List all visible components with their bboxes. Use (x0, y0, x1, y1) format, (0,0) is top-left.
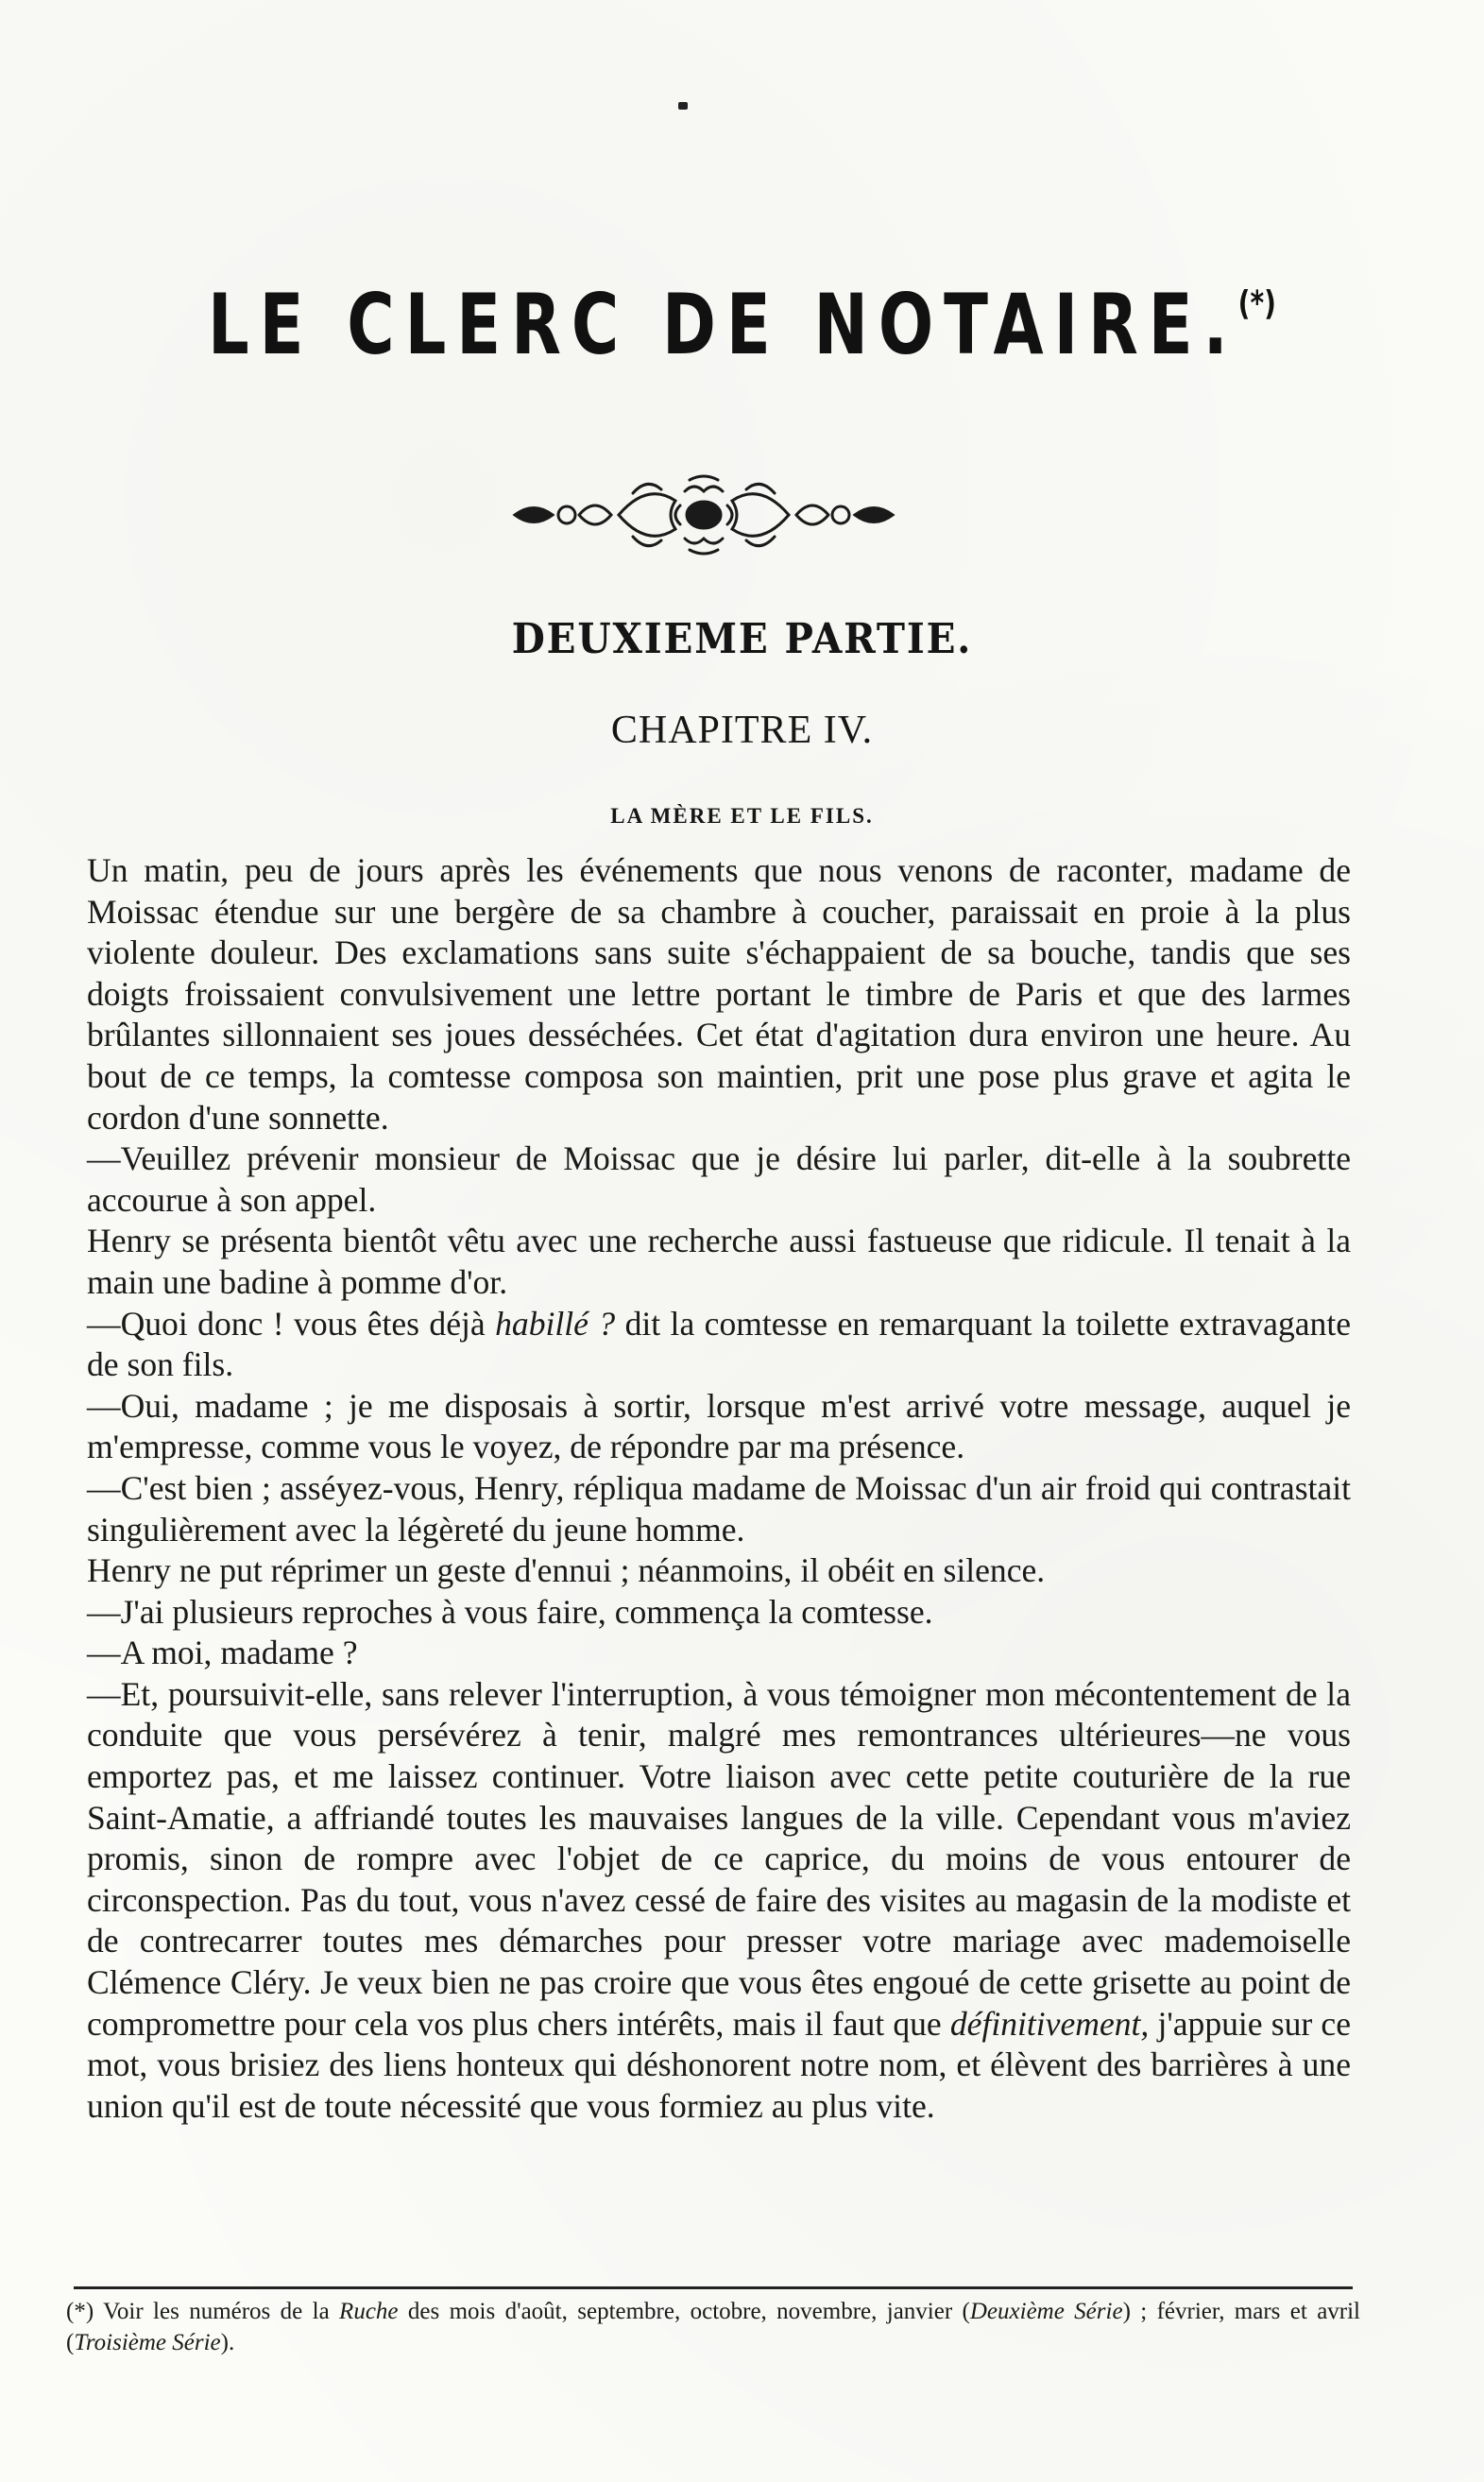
footnote-emphasis: Deuxième Série (969, 2299, 1123, 2324)
paragraph: —Veuillez prévenir monsieur de Moissac que je désire lui parler, dit-elle à la soubrette accourue à son appel. (87, 1139, 1351, 1219)
footnote-emphasis: Troisième Série (74, 2330, 221, 2355)
chapter-body (87, 850, 1351, 2127)
title-footnote-ref: (*) (1237, 284, 1276, 323)
paragraph-text: dit la comtesse en remarquant la toilette extravagante de son fils. (87, 1304, 1351, 1384)
chapter-subtitle: LA MÈRE ET LE FILS. (610, 804, 874, 828)
footnote-text: Voir les numéros de la (94, 2299, 340, 2324)
footnote-emphasis: Ruche (339, 2299, 399, 2324)
paragraph-text: —Et, poursuivit-elle, sans relever l'interruption, à vous témoigner mon mécontentement de la conduite que vous persévérez à tenir, malgré mes remontrances ultérieures—ne vous emportez pas, et me laissez continuer. Votre liaison avec cette petite couturière de la rue Saint-Amatie, a affriandé toutes les mauvaises langues de la ville. Cependant vous m'aviez promis, sinon de rompre avec l'objet de ce caprice, du moins de vous entourer de circonspection. Pas du tout, vous n'avez cessé de faire des visites au magasin de la modiste et de contrecarrer toutes mes démarches pour presser votre mariage avec mademoiselle Clémence Cléry. Je veux bien ne pas croire que vous êtes engoué de cette grisette au point de compromettre pour cela vos plus chers intérêts, mais il faut que (87, 1674, 1351, 2043)
paragraph: —Oui, madame ; je me disposais à sortir, lorsque m'est arrivé votre message, auquel je m'empresse, comme vous le voyez, de répondre par ma présence. (87, 1386, 1351, 1466)
paragraph: Henry ne put réprimer un geste d'ennui ; néanmoins, il obéit en silence. (87, 1551, 1046, 1590)
paragraph: —J'ai plusieurs reproches à vous faire, commença la comtesse. (87, 1592, 933, 1631)
part-heading: DEUXIEME PARTIE. (511, 615, 973, 663)
story-title-text: LE CLERC DE NOTAIRE. (208, 276, 1238, 373)
paragraph: Un matin, peu de jours après les événements que nous venons de raconter, madame de Moissac étendue sur une bergère de sa chambre à coucher, paraissait en proie à la plus violente douleur. Des exclamations sans suite s'échappaient de sa bouche, tandis que ses doigts froissaient convulsivement une lettre portant le timbre de Paris et que des larmes brûlantes sillonnaient ses joues desséchées. Cet état d'agitation dura environ une heure. Au bout de ce temps, la comtesse composa son maintien, prit une pose plus grave et agita le cordon d'une sonnette. (87, 851, 1351, 1137)
footnote-divider (74, 2286, 1353, 2289)
footnote-text: des mois d'août, septembre, octobre, novembre, janvier ( (398, 2299, 970, 2324)
ink-mark (678, 102, 688, 110)
paragraph: —C'est bien ; asséyez-vous, Henry, répliqua madame de Moissac d'un air froid qui contrastait singulièrement avec la légèreté du jeune homme. (87, 1468, 1351, 1549)
emphasis-text: habillé ? (495, 1304, 616, 1343)
paragraph: Henry se présenta bientôt vêtu avec une recherche aussi fastueuse que ridicule. Il tenait à la main une badine à pomme d'or. (87, 1222, 1351, 1301)
paragraph (87, 1304, 1351, 1386)
emphasis-text: définitivement, (949, 2004, 1150, 2043)
chapter-heading: CHAPITRE IV. (610, 709, 874, 752)
paragraph-text: —Quoi donc ! vous êtes déjà (87, 1304, 496, 1343)
paragraph (87, 1674, 1351, 2128)
paragraph-text: j'appuie sur ce mot, vous brisiez des liens honteux qui déshonorent notre nom, et élèvent des barrières à une union qu'il est de toute nécessité que vous formiez au plus vite. (87, 2004, 1351, 2125)
floral-ornament-icon (505, 472, 902, 557)
paragraph: —A moi, madame ? (87, 1634, 358, 1672)
story-title (163, 276, 1321, 373)
footnote-text: ). (220, 2330, 235, 2355)
footnote (66, 2296, 1360, 2358)
footnote-text: ) ; février, mars et avril ( (66, 2299, 1361, 2355)
footnote-marker: (*) (66, 2299, 94, 2324)
